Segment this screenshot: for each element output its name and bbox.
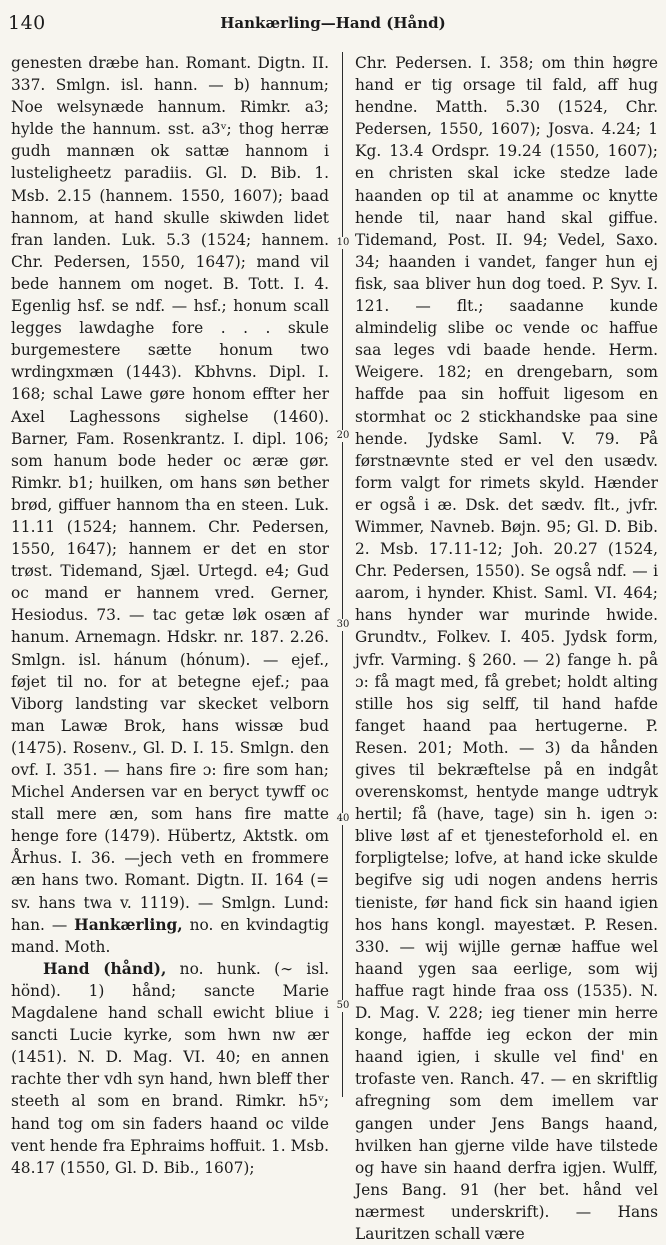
entry-hand: [11, 958, 329, 1179]
line-number: 40: [330, 813, 356, 825]
headword-hand: Hand (hånd),: [43, 959, 167, 978]
line-number: 50: [330, 1000, 356, 1012]
headword-hankaerling: Hankærling,: [74, 915, 183, 934]
entry-text: Chr. Pedersen. I. 358; om thin høgre hand er tig orsage til fald, aff hug hendne. Matth. 5.30 (1524, Chr. Pedersen, 1550, 1607); Josva. 4.24; 1 Kg. 13.4 Ordspr. 19.24 (1550, 1607); en christen skal icke stedze lade haanden op til at anamme oc knytte hende til, naar hand skal giffue. Tidemand, Post. II. 94; Vedel, Saxo. 34; haanden i vandet, fanger hun ej fisk, saa bliver hun dog toed. P. Syv. I. 121. — flt.; saadanne kunde almindelig slibe oc vende oc haffue saa leges vdi baade hende. Herm. Weigere. 182; en drengebarn, som haffde paa sin hoffuit ligesom en stormhat oc 2 stickhandske paa sine hende. Jydske Saml. V. 79. På førstnævnte sted er vel den usædv. form valgt for rimets skyld. Hænder er også i æ. Dsk. det sædv. flt., jvfr. Wimmer, Navneb. Bøjn. 95; Gl. D. Bib. 2. Msb. 17.11-12; Joh. 20.27 (1524, Chr. Pedersen, 1550). Se også ndf. — i aarom, i hynder. Khist. Saml. VI. 464; hans hynder war murinde hwide. Grundtv., Folkev. I. 405. Jydsk form, jvfr. Varming. § 260. — 2) fange h. på ɔ: få magt med, få grebet; holdt alting stille hos sig selff, til hand hafde fanget haand paa hertugerne. P. Resen. 201; Moth. — 3) da hånden gives til bekræftelse på en indgåt overenskomst, hentyde mange udtryk hertil; få (have, tage) sin h. igen ɔ: blive løst af et tjenesteforhold el. en forpligtelse; lofve, at hand icke skulde begifve sig udi nogen andens herris tieniste, før hand fick sin haand igien hos hans kongl. mayestæt. P. Resen. 330. — wij wijlle gernæ haffue wel haand ygen saa eerlige, som wij haffue ragt hinde fraa oss (1535). N. D. Mag. V. 228; ieg tiener min herre konge, haffde ieg eckon der min haand igien, i skulle vel find' en trofaste ven. Ranch. 47. — en skriftlig afregning som dem imellem var gangen under Jens Bangs haand, hvilken han gjerne vilde have tilstede og have sin haand derfra igjen. Wulff, Jens Bang. 91 (her bet. hånd vel nærmest underskrift). — Hans Lauritzen schall være: [355, 54, 658, 1243]
entry-text: no. en kvindagtig mand. Moth.: [11, 915, 329, 956]
line-number: 10: [330, 237, 356, 249]
column-divider: [342, 52, 343, 1097]
line-number: 20: [330, 430, 356, 442]
left-column: [11, 52, 329, 1177]
running-head-title: Hankærling—Hand (Hånd): [220, 14, 446, 32]
page-number: 140: [8, 12, 46, 34]
running-head: [0, 0, 666, 44]
entry-continuation: [355, 52, 658, 1245]
entry-text: genesten dræbe han. Romant. Digtn. II. 337. Smlgn. isl. hann. — b) hannum; Noe welsynæde hannum. Rimkr. a3; hylde the hannum. sst. a3ᵛ; thog herræ gudh mannæn ok sattæ hannom i lusteligheetz paradiis. Gl. D. Bib. 1. Msb. 2.15 (hannem. 1550, 1607); baad hannom, at hand skulle skiwden lidet fran landen. Luk. 5.3 (1524; hannem. Chr. Pedersen, 1550, 1647); mand vil bede hannem om noget. B. Tott. I. 4. Egenlig hsf. se ndf. — hsf.; honum scall legges lawdaghe fore . . . skule burgemestere sætte honum two wrdingxmæn (1443). Kbhvns. Dipl. I. 168; schal Lawe gøre honom effter her Axel Laghessons sighelse (1460). Barner, Fam. Rosenkrantz. I. dipl. 106; som hanum bode heder oc æræ gør. Rimkr. b1; huilken, om hans søn bether brød, giffuer hannom tha en steen. Luk. 11.11 (1524; hannem. Chr. Pedersen, 1550, 1647); hannem er det en stor trøst. Tidemand, Sjæl. Urtegd. e4; Gud oc mand er hannem vred. Gerner, Hesiodus. 73. — tac getæ løk osæn af hanum. Arnemagn. Hdskr. nr. 187. 2.26. Smlgn. isl. hánum (hónum). — ejef., føjet til no. for at betegne ejef.; paa Viborg landsting var skecket velborn man Lawæ Brok, hans wissæ bud (1475). Rosenv., Gl. D. I. 15. Smlgn. den ovf. I. 351. — hans fire ɔ: fire som han; Michel Andersen var en beryct tywff oc stall mere æn, som hans fire matte henge fore (1479). Hübertz, Aktstk. om Århus. I. 36. —jech veth en frommere æn hans two. Romant. Digtn. II. 164 (= sv. hans twa v. 1119). — Smlgn. Lund: han. —: [11, 54, 329, 934]
entry-continuation: [11, 52, 329, 958]
right-column: [355, 52, 658, 1243]
entry-text: no. hunk. (∼ isl. hönd). 1) hånd; sancte Marie Magdalene hand schall ewicht bliue i sancti Lucie kyrke, som hwn nw ær (1451). N. D. Mag. VI. 40; en annen rachte ther vdh syn hand, hwn bleff ther steeth al som en brand. Rimkr. h5ᵛ; hand tog om sin faders haand oc vilde vent hende fra Ephraims hoffuit. 1. Msb. 48.17 (1550, Gl. D. Bib., 1607);: [11, 959, 329, 1177]
line-number: 30: [330, 619, 356, 631]
